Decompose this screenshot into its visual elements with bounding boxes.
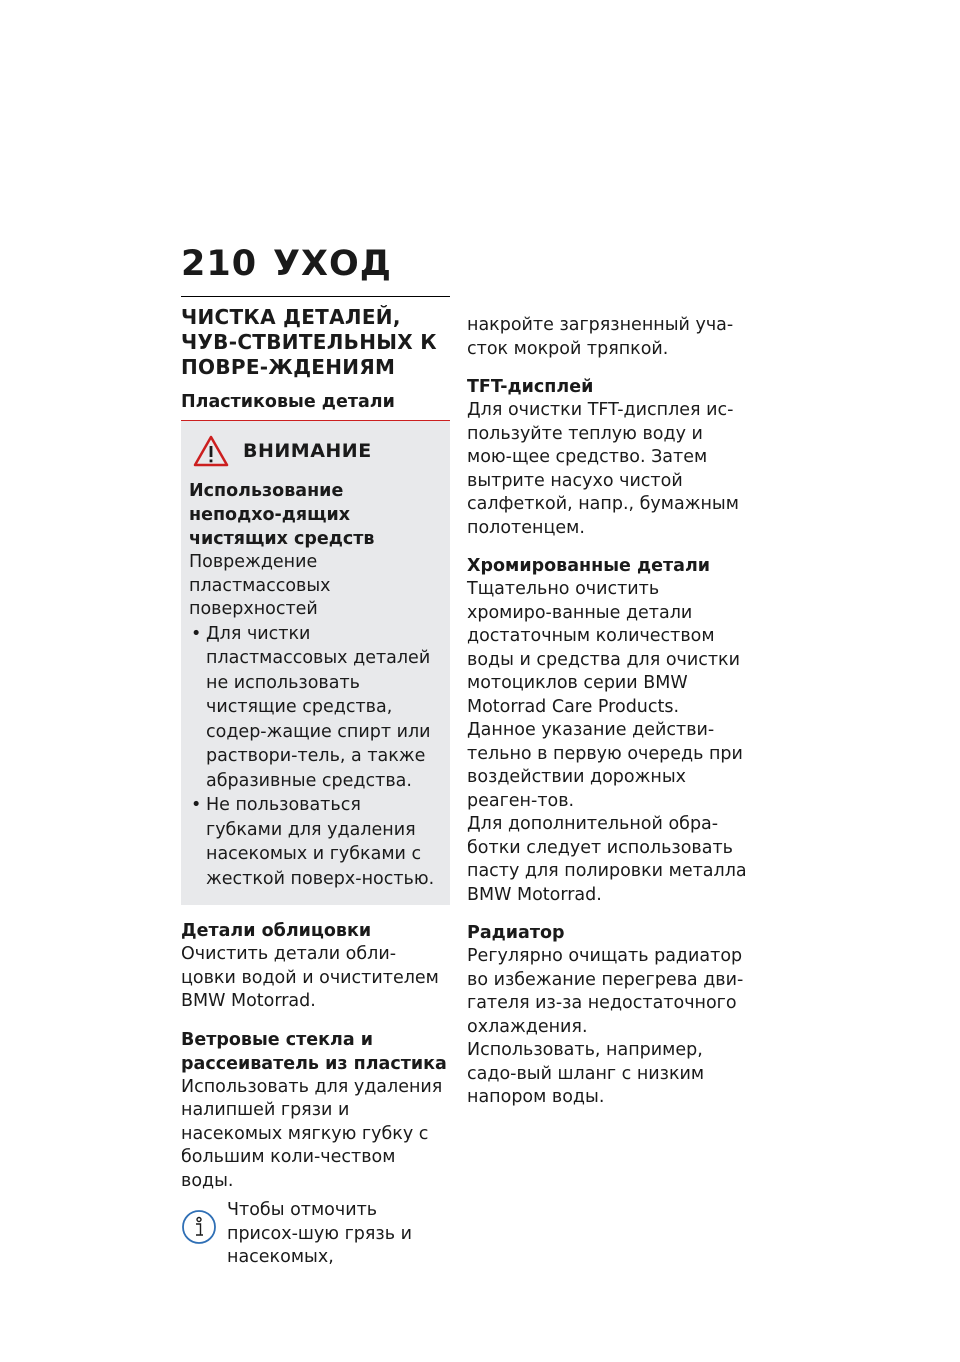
subsection-plastic <box>181 390 450 421</box>
warning-bullet: • Для чистки пластмассовых деталей не использовать чистящие средства, содер-жащие спирт или раствори-тель, а также абразивные средства. <box>189 622 442 794</box>
paragraph-fairing: Очистить детали обли-цовки водой и очистителем BMW Motorrad. <box>181 944 439 1011</box>
warning-triangle-icon <box>193 435 229 467</box>
subsection-title-plastic: Пластиковые детали <box>181 392 395 412</box>
right-column <box>467 314 747 1110</box>
paragraph-tft: Для очистки TFT-дисплея ис-пользуйте теплую воду и мою-щее средство. Затем вытрите насухо чистой салфеткой, напр., бумажным полотенцем. <box>467 400 739 538</box>
page-number: 210 <box>181 244 258 284</box>
paragraph-chrome-3: Для дополнительной обра-ботки следует использовать пасту для полировки металла BMW Motorrad. <box>467 814 747 905</box>
info-note <box>181 1199 450 1270</box>
subsection-title-radiator: Радиатор <box>467 923 565 943</box>
warning-bullet: • Не пользоваться губками для удаления насекомых и губками с жесткой поверх-ностью. <box>189 793 442 891</box>
paragraph-chrome-2: Данное указание действи-тельно в первую очередь при воздействии дорожных реаген-тов. <box>467 720 743 811</box>
subsection-title-tft: TFT-дисплей <box>467 377 594 397</box>
warning-text: Повреждение пластмассовых поверхностей <box>189 552 331 619</box>
warning-box <box>181 421 450 905</box>
chapter-title: УХОД <box>273 244 392 284</box>
subsection-title-chrome: Хромированные детали <box>467 556 711 576</box>
paragraph-radiator-2: Использовать, например, садо-вый шланг с низким напором воды. <box>467 1040 705 1107</box>
warning-header <box>189 435 442 467</box>
paragraph-windshield: Использовать для удаления налипшей грязи и насекомых мягкую губку с большим коли-чеством воды. <box>181 1076 443 1191</box>
subsection-title-fairing: Детали облицовки <box>181 921 372 941</box>
subsection-title-windshield: Ветровые стекла и рассеиватель из пластика <box>181 1029 447 1074</box>
paragraph-continuation: накройте загрязненный уча-сток мокрой тряпкой. <box>467 315 734 359</box>
paragraph-radiator-1: Регулярно очищать радиатор во избежание перегрева дви-гателя из-за недостаточного охлаждения. <box>467 946 744 1037</box>
section-title: ЧИСТКА ДЕТАЛЕЙ, ЧУВ-СТВИТЕЛЬНЫХ К ПОВРЕ-ЖДЕНИЯМ <box>181 305 437 379</box>
info-icon <box>181 1209 217 1245</box>
paragraph-chrome-1: Тщательно очистить хромиро-ванные детали достаточным количеством воды и средства для очистки мотоциклов серии BMW Motorrad Care Products. <box>467 579 741 717</box>
warning-bullet-list <box>189 622 442 892</box>
left-column <box>181 296 450 1270</box>
note-text: Чтобы отмочить присох-шую грязь и насекомых, <box>227 1200 412 1267</box>
page-header <box>181 242 651 286</box>
warning-title: Использование неподхо-дящих чистящих средств <box>189 481 375 549</box>
warning-label: ВНИМАНИЕ <box>243 440 372 462</box>
